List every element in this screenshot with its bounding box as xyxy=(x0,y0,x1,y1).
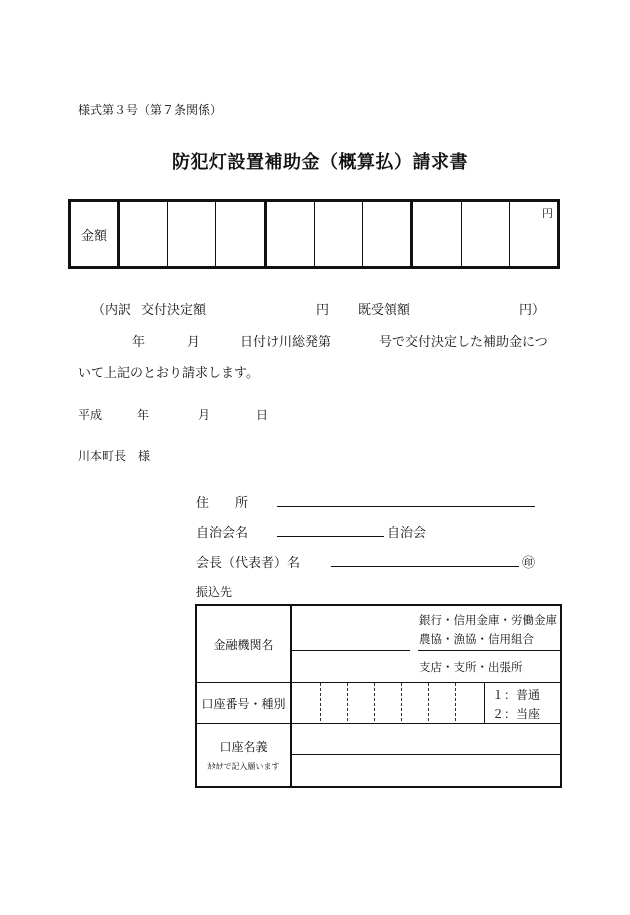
date-era: 平成 xyxy=(78,408,103,422)
institution-header xyxy=(197,606,292,682)
institution-divider xyxy=(418,650,562,651)
decided-yen: 円 xyxy=(316,303,330,318)
amount-digit-cell[interactable] xyxy=(120,202,168,266)
institution-types: 銀行・信用金庫・労働金庫 xyxy=(419,613,557,627)
seal-mark: ㊞ xyxy=(522,556,536,571)
digit-divider xyxy=(428,683,429,721)
chair-label: 会長（代表者）名 xyxy=(196,556,301,571)
account-number-cells[interactable] xyxy=(292,683,484,723)
body-line2: いて上記のとおり請求します。 xyxy=(78,366,259,381)
amount-table xyxy=(68,199,560,269)
association-label: 自治会名 xyxy=(196,526,249,541)
transfer-label: 振込先 xyxy=(196,585,233,599)
account-label: 口座番号・種別 xyxy=(201,696,286,711)
amount-digit-cell[interactable] xyxy=(267,202,315,266)
account-type-ordinary[interactable]: １：普通 xyxy=(492,688,541,702)
document-title: 防犯灯設置補助金（概算払）請求書 xyxy=(172,152,468,173)
branch-types: 支店・支所・出張所 xyxy=(419,660,523,674)
holder-note: ｶﾀｶﾅで記入願います xyxy=(207,762,280,771)
holder-header xyxy=(197,724,292,786)
association-suffix: 自治会 xyxy=(387,526,427,541)
addressee: 川本町長 様 xyxy=(78,449,151,463)
bank-table xyxy=(195,604,562,788)
amount-digit-cell[interactable] xyxy=(315,202,363,266)
digit-divider xyxy=(374,683,375,721)
yen-unit: 円 xyxy=(541,207,553,220)
received-yen: 円） xyxy=(519,303,546,318)
digit-divider xyxy=(455,683,456,721)
account-header xyxy=(197,683,292,723)
digit-divider xyxy=(347,683,348,721)
form-number: 様式第３号（第７条関係） xyxy=(78,103,223,117)
amount-digit-cell[interactable] xyxy=(168,202,216,266)
institution-label: 金融機関名 xyxy=(213,637,274,652)
amount-label: 金額 xyxy=(71,202,120,266)
chair-name-field[interactable] xyxy=(331,566,519,567)
body-month: 月 xyxy=(187,335,201,350)
digit-divider xyxy=(320,683,321,721)
account-type-current[interactable]: ２：当座 xyxy=(492,707,541,721)
address-label: 住 所 xyxy=(196,496,249,511)
decided-amount-label: 交付決定額 xyxy=(141,303,207,318)
date-day: 日 xyxy=(256,408,269,422)
body-date-ref: 日付け川総発第 xyxy=(240,335,332,350)
date-year: 年 xyxy=(137,408,150,422)
amount-digit-cell[interactable] xyxy=(363,202,413,266)
address-field[interactable] xyxy=(277,506,535,507)
amount-digit-cell[interactable] xyxy=(413,202,461,266)
amount-digit-cell[interactable] xyxy=(216,202,266,266)
holder-name-field[interactable] xyxy=(292,755,562,786)
holder-label: 口座名義 xyxy=(219,740,268,754)
breakdown-open: （内訳 xyxy=(92,303,132,318)
digit-divider xyxy=(401,683,402,721)
association-field[interactable] xyxy=(277,536,384,537)
amount-digit-cell[interactable] xyxy=(462,202,510,266)
holder-kana-field[interactable] xyxy=(292,724,562,754)
institution-name-line[interactable] xyxy=(292,650,410,651)
type-divider xyxy=(484,683,485,723)
institution-types-2: 農協・漁協・信用組合 xyxy=(419,632,534,646)
body-rest: 号で交付決定した補助金につ xyxy=(379,335,548,350)
body-year: 年 xyxy=(132,335,146,350)
date-month: 月 xyxy=(198,408,211,422)
amount-digit-cell[interactable] xyxy=(510,202,557,266)
received-amount-label: 既受領額 xyxy=(358,303,411,318)
